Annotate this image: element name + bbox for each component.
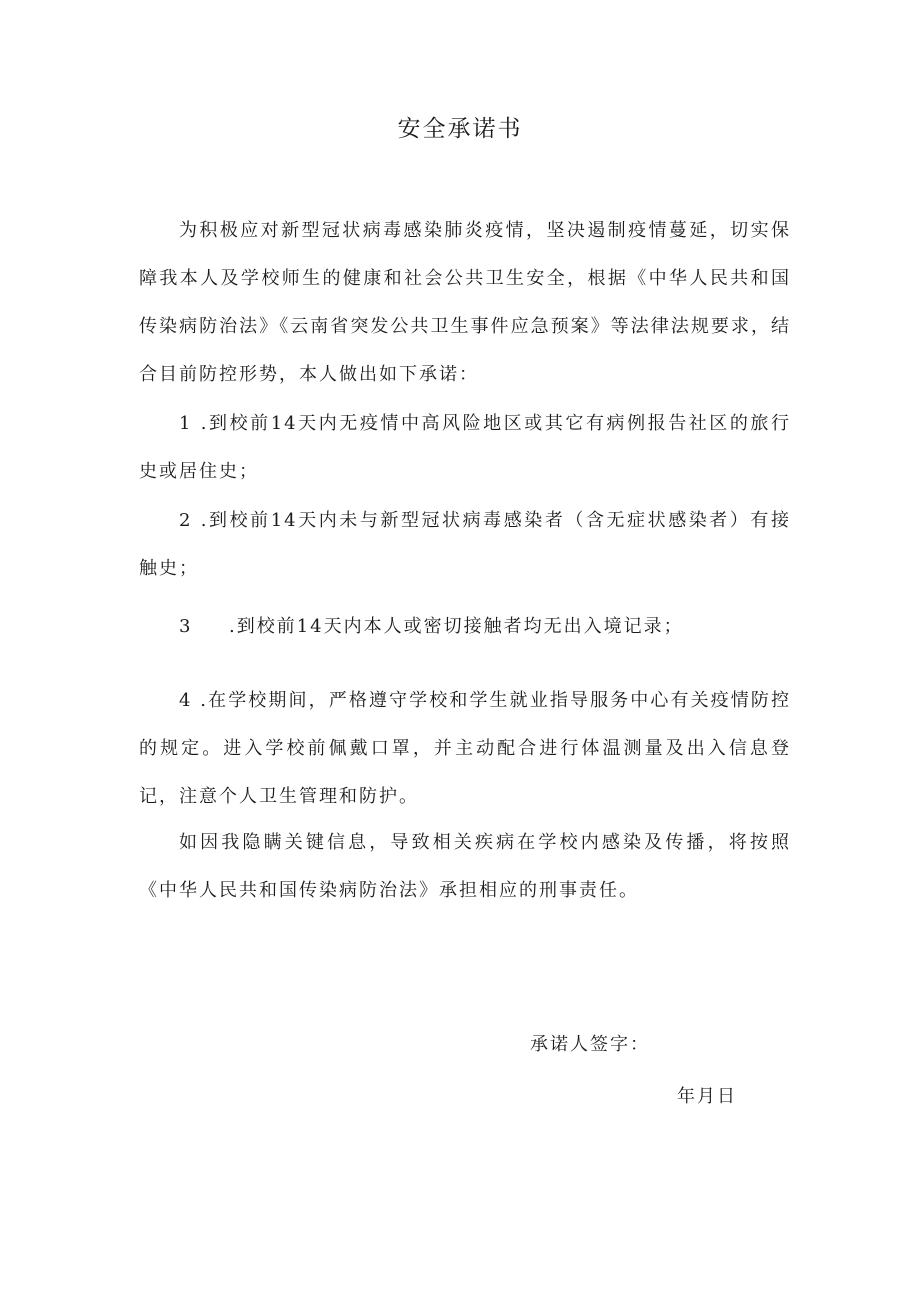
item-number: 3 [179,616,193,637]
pledge-item-1 [139,400,791,496]
item-number: 4 [179,690,193,711]
item-text: .到校前14天内未与新型冠状病毒感染者（含无症状感染者）有接触史； [139,510,791,579]
pledge-item-2 [139,497,791,593]
pledge-item-4 [139,677,791,821]
signature-label: 承诺人签字： [530,1034,650,1055]
intro-paragraph: 为积极应对新型冠状病毒感染肺炎疫情，坚决遏制疫情蔓延，切实保障我本人及学校师生的健康和社会公共卫生安全，根据《中华人民共和国传染病防治法》《云南省突发公共卫生事件应急预案》等法律法规要求，结合目前防控形势，本人做出如下承诺： [139,220,791,385]
pledge-item-3 [139,603,791,651]
document-title: 安全承诺书 [397,116,523,142]
item-text: .到校前14天内本人或密切接触者均无出入境记录； [229,616,684,637]
date-label: 年月日 [677,1086,737,1107]
item-number: 2 [179,510,193,531]
item-text: .到校前14天内无疫情中高风险地区或其它有病例报告社区的旅行史或居住史； [139,413,791,482]
item-text: .在学校期间，严格遵守学校和学生就业指导服务中心有关疫情防控的规定。进入学校前佩戴口罩，并主动配合进行体温测量及出入信息登记，注意个人卫生管理和防护。 [139,690,791,807]
item-number: 1 [179,413,193,434]
closing-paragraph: 如因我隐瞒关键信息，导致相关疾病在学校内感染及传播，将按照《中华人民共和国传染病防治法》承担相应的刑事责任。 [139,832,791,901]
